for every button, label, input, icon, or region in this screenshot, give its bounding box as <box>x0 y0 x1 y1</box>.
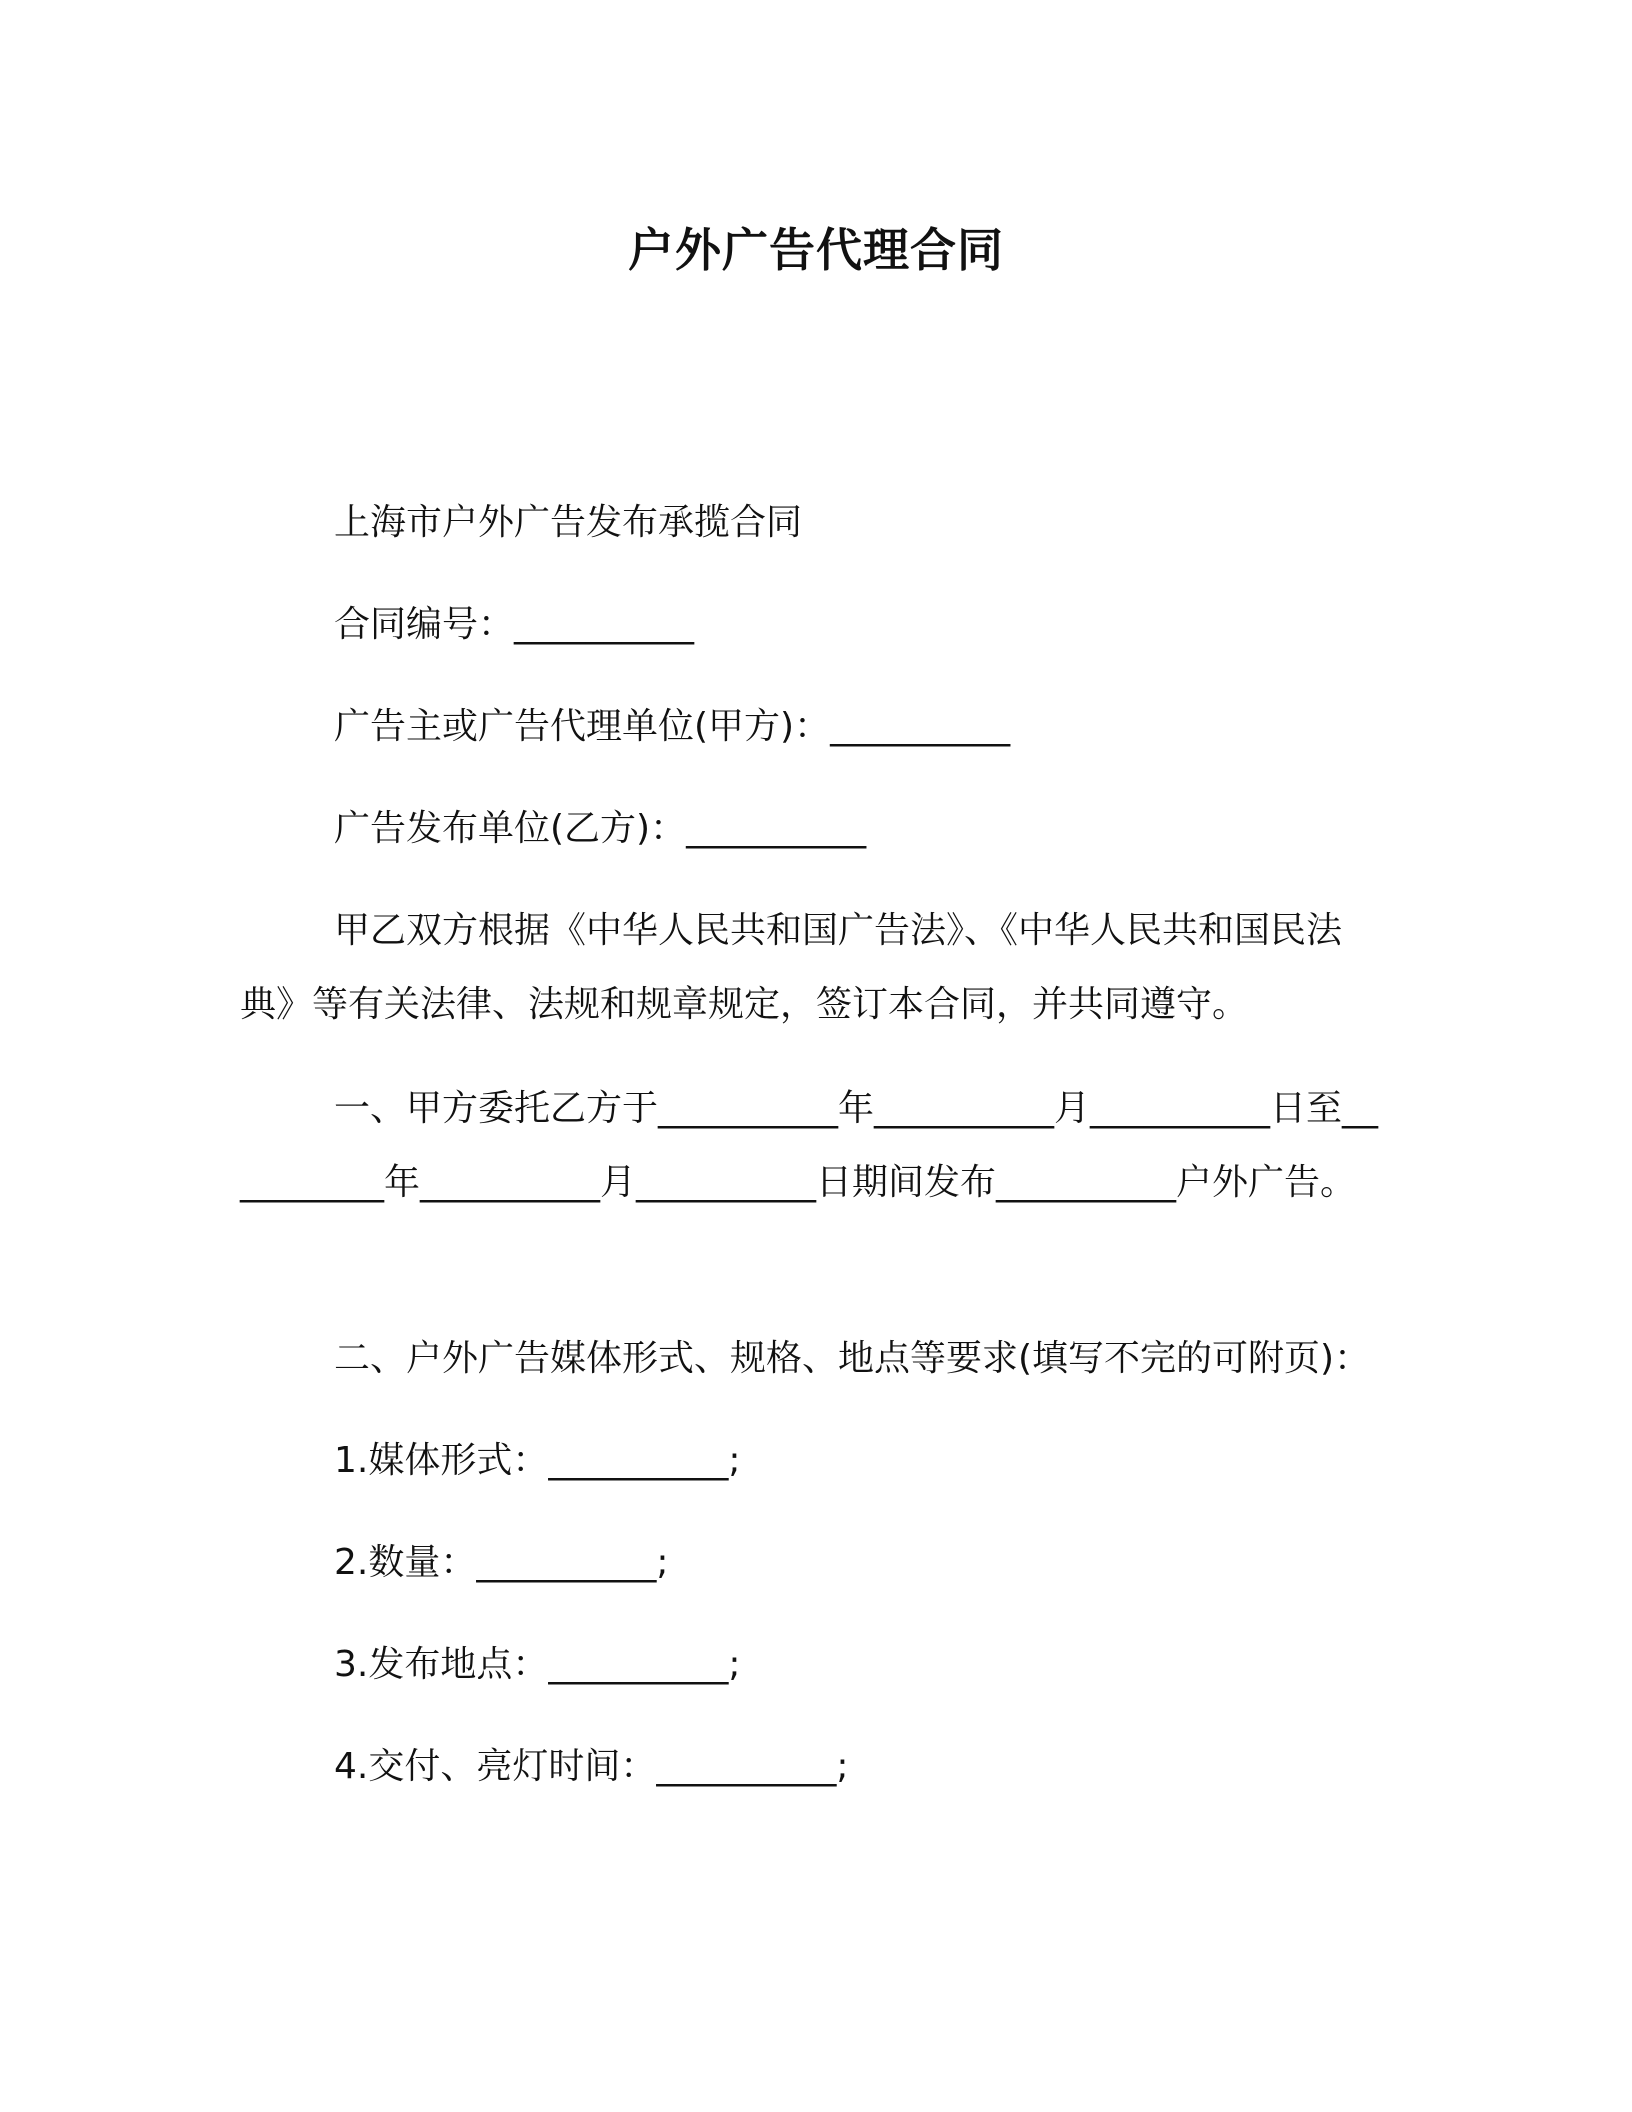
quantity-line: 2.数量：__________; <box>334 1542 669 1583</box>
document-title: 户外广告代理合同 <box>628 223 1004 277</box>
preamble-paragraph: 甲乙双方根据《中华人民共和国广告法》、《中华人民共和国民法典》等有关法律、法规和规章规定，签订本合同，并共同遵守。 <box>240 910 1343 1025</box>
media-form-line: 1.媒体形式：__________; <box>334 1440 741 1481</box>
clause-one-paragraph: 一、甲方委托乙方于__________年__________月__________日至__________年__________月__________日期间发布__________户外广告。 <box>240 1088 1379 1203</box>
clause-two-heading: 二、户外广告媒体形式、规格、地点等要求(填写不完的可附页)： <box>334 1338 1371 1379</box>
contract-subtitle: 上海市户外广告发布承揽合同 <box>334 502 803 543</box>
party-a-line: 广告主或广告代理单位(甲方)：__________ <box>334 706 1011 747</box>
delivery-time-line: 4.交付、亮灯时间：__________; <box>334 1746 849 1787</box>
party-b-line: 广告发布单位(乙方)：__________ <box>334 808 867 849</box>
contract-number-line: 合同编号：__________ <box>334 604 695 645</box>
location-line: 3.发布地点：__________; <box>334 1644 741 1685</box>
